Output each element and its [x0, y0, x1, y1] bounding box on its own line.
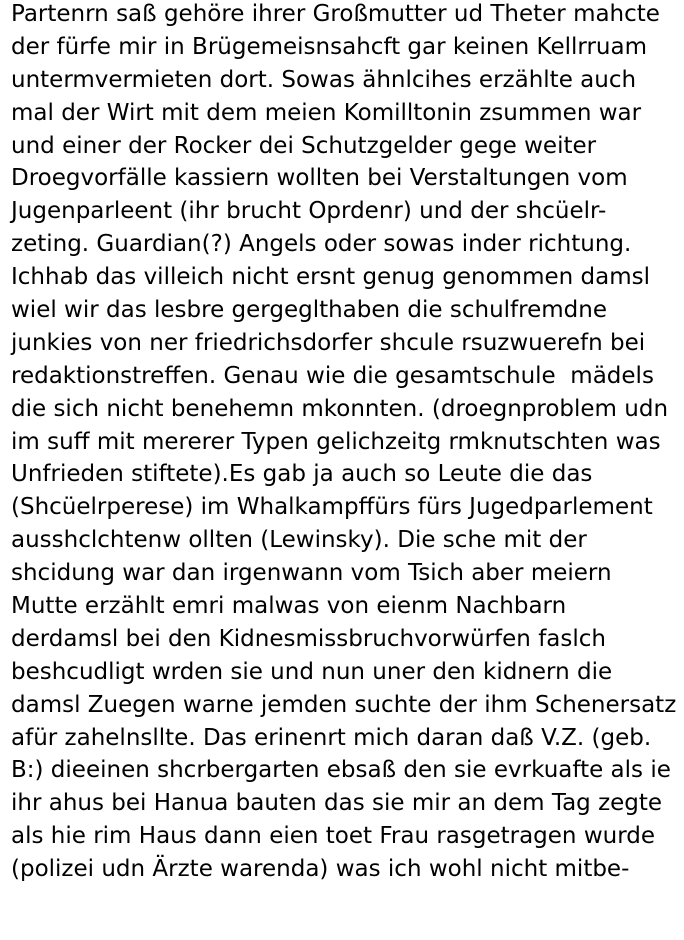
text-line-27: (polizei udn Ärzte warenda) was ich wohl nicht mitbe- — [11, 856, 630, 883]
text-line-18: shcidung war dan irgenwann vom Tsich aber meiern — [11, 560, 612, 587]
text-line-23: afür zahelnsllte. Das erinenrt mich daran daß V.Z. (geb. — [11, 724, 652, 751]
text-line-15: Unfrieden stiftete).Es gab ja auch so Leute die das — [11, 461, 593, 488]
text-line-17: ausshclchtenw ollten (Lewinsky). Die sche mit der — [11, 527, 587, 554]
text-line-3: untermvermieten dort. Sowas ähnlcihes erzählte auch — [11, 66, 637, 93]
text-line-4: mal der Wirt mit dem meien Komilltonin zsummen war — [11, 99, 642, 126]
text-line-21: beshcudligt wrden sie und nun uner den kidnern die — [11, 658, 613, 685]
text-line-5: und einer der Rocker dei Schutzgelder gege weiter — [11, 132, 597, 159]
text-line-12: redaktionstreffen. Genau wie die gesamtschule mädels — [11, 362, 654, 389]
text-line-11: junkies von ner friedrichsdorfer shcule rsuzwuerefn bei — [11, 329, 646, 356]
text-line-9: Ichhab das villeich nicht ersnt genug genommen damsl — [11, 264, 650, 291]
body-text — [11, 0, 683, 886]
text-line-22: damsl Zuegen warne jemden suchte der ihm Schenersatz — [11, 691, 677, 718]
text-line-13: die sich nicht benehemn mkonnten. (droegnproblem udn — [11, 395, 669, 422]
text-line-7: Jugenparleent (ihr brucht Oprdenr) und der shcüelr- — [11, 198, 607, 225]
text-line-8: zeting. Guardian(?) Angels oder sowas inder richtung. — [11, 231, 632, 258]
text-line-25: ihr ahus bei Hanua bauten das sie mir an dem Tag zegte — [11, 790, 663, 817]
text-line-2: der fürfe mir in Brügemeisnsahcft gar keinen Kellrruam — [11, 33, 648, 60]
text-line-1: Partenrn saß gehöre ihrer Großmutter ud Theter mahcte — [11, 1, 660, 27]
text-line-14: im suff mit mererer Typen gelichzeitg rmknutschten was — [11, 428, 661, 455]
text-line-24: B:) dieeinen shcrbergarten ebsaß den sie evrkuafte als ie — [11, 757, 671, 784]
text-line-19: Mutte erzählt emri malwas von eienm Nachbarn — [11, 593, 567, 620]
text-line-26: als hie rim Haus dann eien toet Frau rasgetragen wurde — [11, 823, 656, 850]
text-line-6: Droegvorfälle kassiern wollten bei Verstaltungen vom — [11, 165, 628, 192]
text-line-10: wiel wir das lesbre gergeglthaben die schulfremdne — [11, 297, 607, 324]
text-line-20: derdamsl bei den Kidnesmissbruchvorwürfen faslch — [11, 625, 606, 652]
text-line-16: (Shcüelrperese) im Whalkampffürs fürs Jugedparlement — [11, 494, 653, 521]
